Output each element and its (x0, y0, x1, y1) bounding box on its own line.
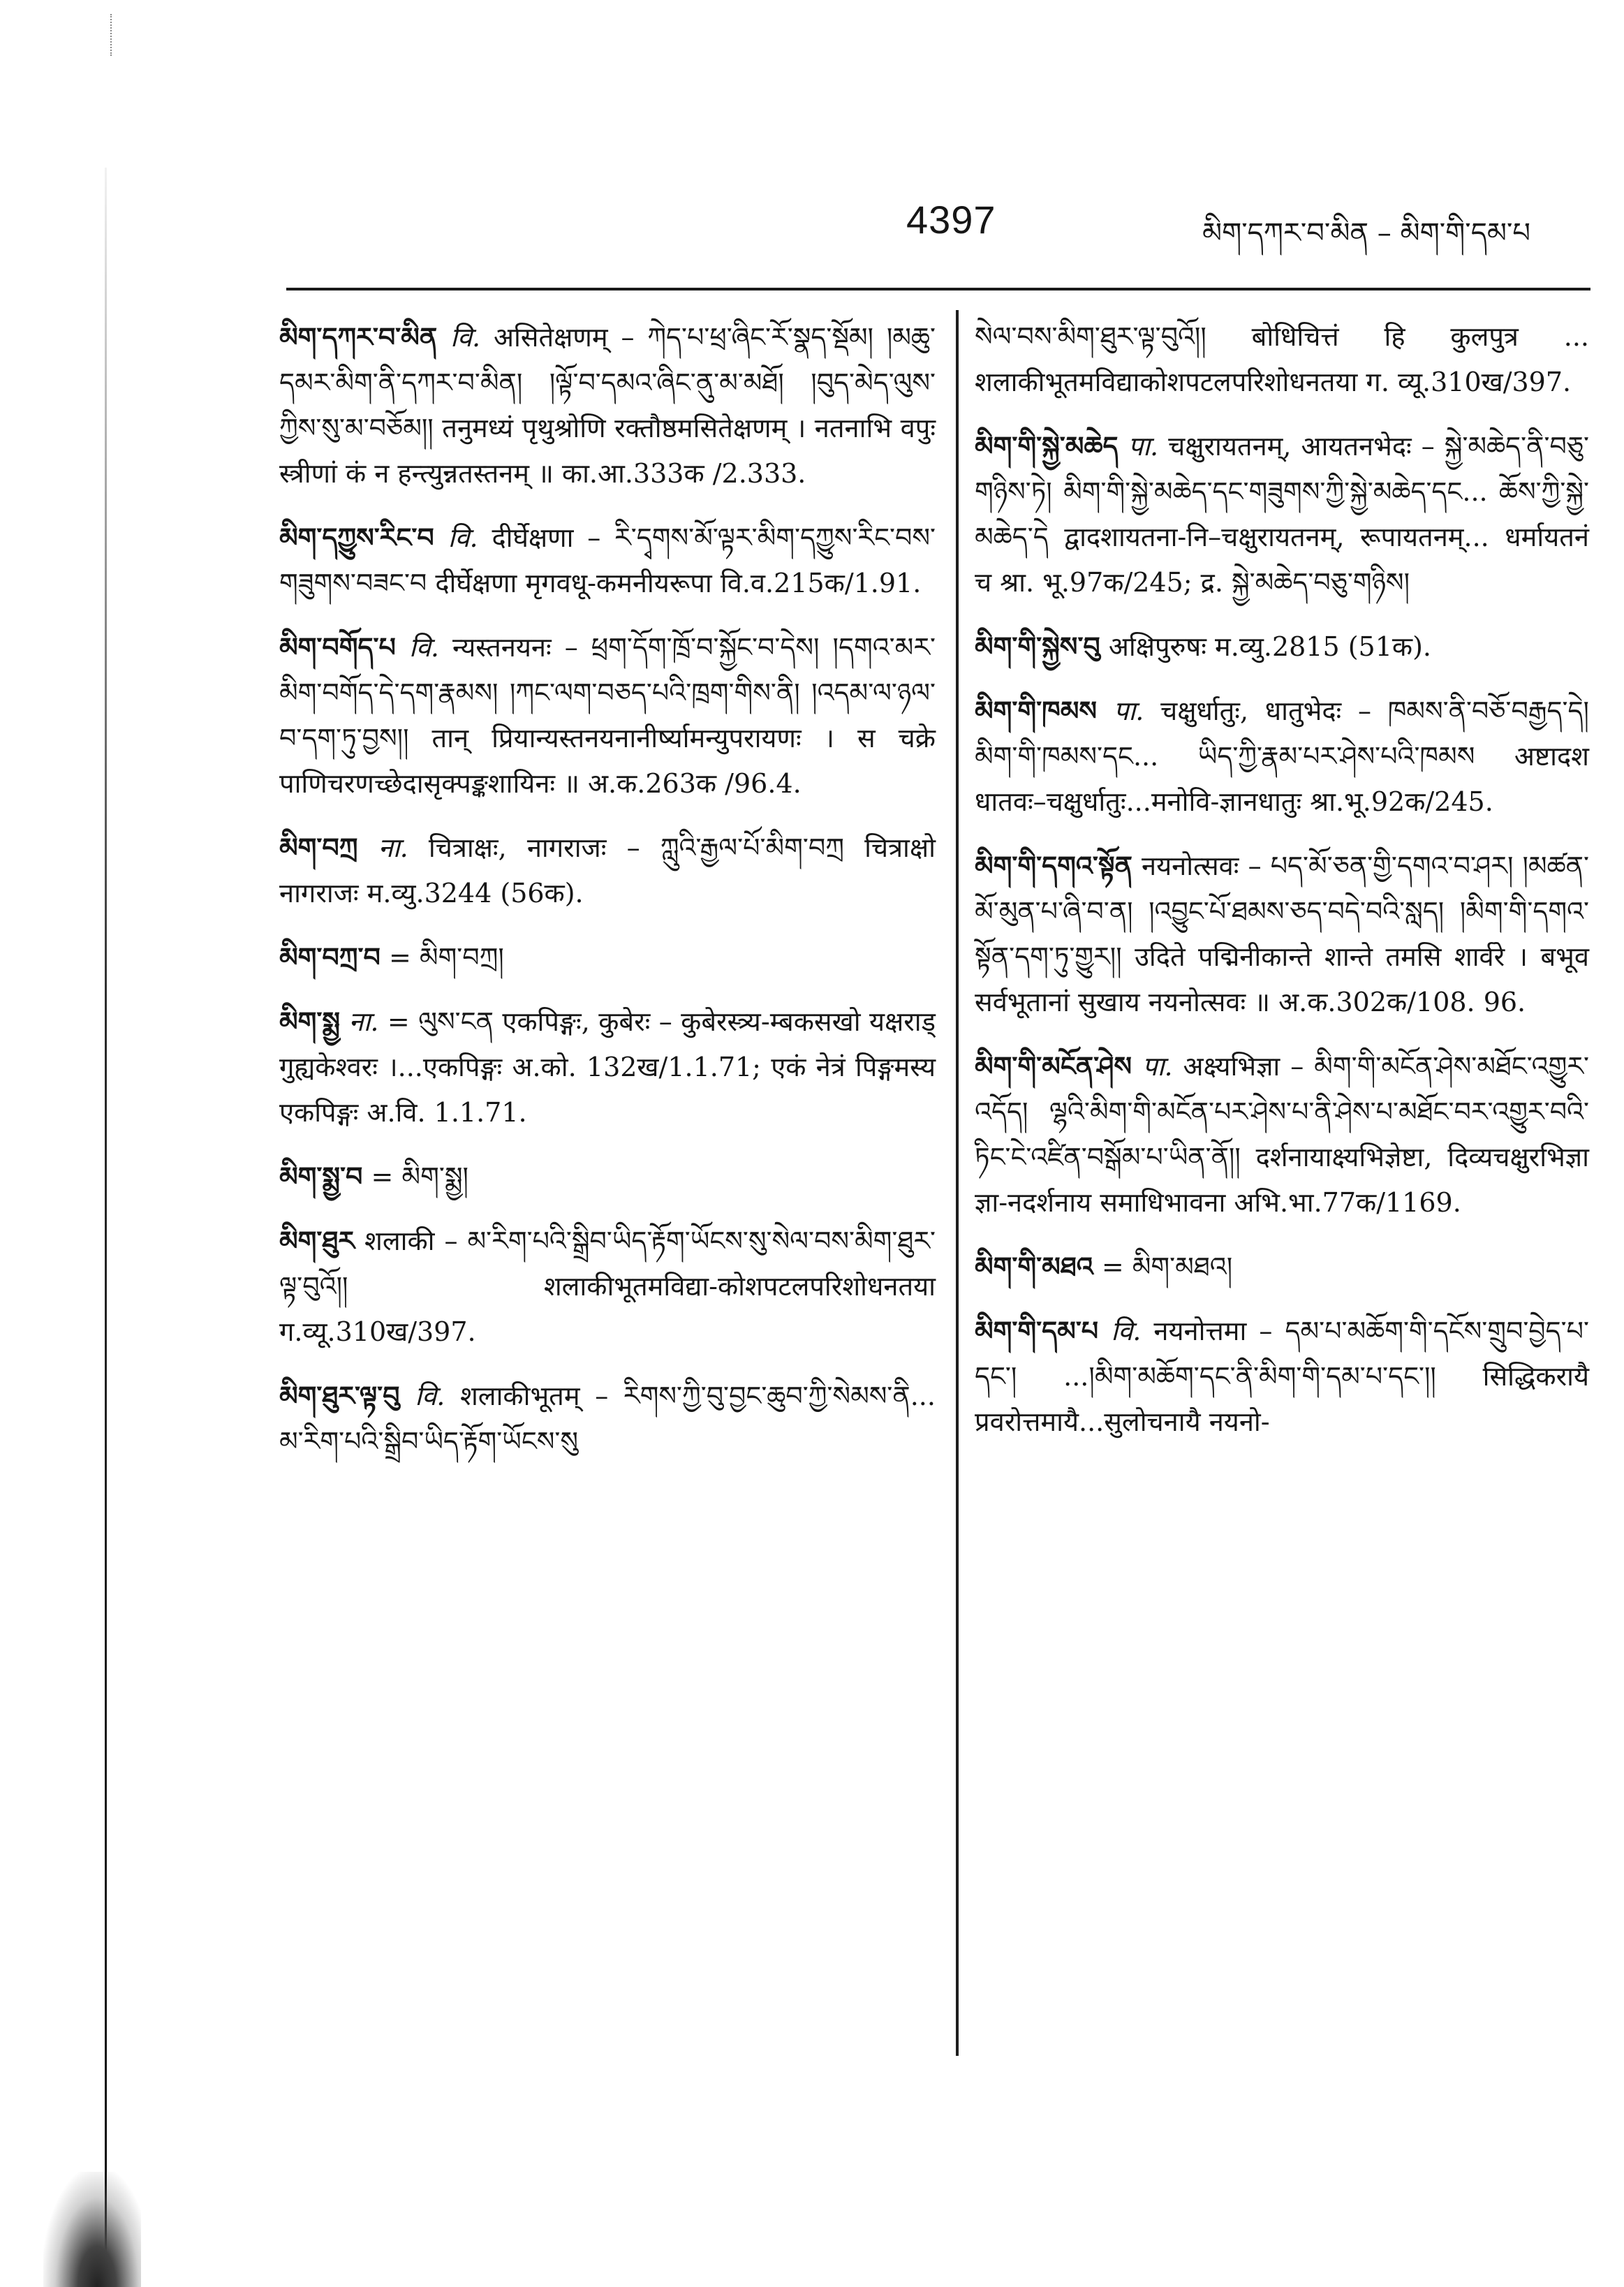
entry-grammar-label: वि. (415, 1381, 445, 1411)
dictionary-entry (975, 423, 1589, 605)
entry-body: अक्षिपुरुषः म.व्यु.2815 (51क). (1108, 631, 1431, 662)
entry-body: नयनोत्सवः – པད་མོ་ཅན་གྱི་དགའ་བ་ཤར། །མཚན་མོ་མུན་པ་ཞི་བ་ན། །འབྱུང་པོ་ཐམས་ཅད་བདེ་བའི་སླད། །མིག་གི་དགའ་སྟོན་དག་ཏུ་གྱུར།། उदिते पद्मिनीकान्ते शान्ते तमसि शार्वरे । बभूव सर्वभूतानां सुखाय नयनोत्सवः ॥ अ.क.302क/108. 96. (975, 851, 1589, 1017)
entry-headword: མིག་བགོད་པ (279, 631, 396, 663)
entry-headword: མིག་གི་སྐྱེས་བུ (975, 631, 1100, 662)
entry-body: चक्षुर्धातुः, धातुभेदः – ཁམས་ནི་བཅོ་བརྒྱད་དེ། མིག་གི་ཁམས་དང... ཡིད་ཀྱི་རྣམ་པར་ཤེས་པའི་ཁམས अष्टादश धातवः–चक्षुर्धातुः...मनोवि-ज्ञानधातुः श्रा.भू.92क/245. (975, 696, 1589, 817)
entry-headword: མིག་བཀྲ (279, 832, 358, 863)
entry-body: दीर्घेक्षणा – རི་དྭགས་མོ་ལྟར་མིག་དཀྱུས་རིང་བས་གཟུགས་བཟང་བ दीर्घेक्षणा मृगवधू-कमनीयरूपा वि.व.215क/1.91. (279, 522, 936, 598)
entry-headword: མིག་གི་མངོན་ཤེས (975, 1050, 1132, 1082)
left-column (279, 314, 936, 1483)
entry-body: नयनोत्तमा – དམ་པ་མཆོག་གི་དངོས་གྲུབ་བྱེད་པ་དང་། ...།མིག་མཆོག་དང་ནི་མིག་གི་དམ་པ་དང་།། सिद्धिकरायै प्रवरोत्तमायै...सुलोचनायै नयनो- (975, 1316, 1589, 1437)
column-divider (956, 310, 959, 2056)
entry-headword: མིག་དཀར་བ་མིན (279, 321, 438, 353)
entry-body: चक्षुरायतनम्, आयतनभेदः – སྐྱེ་མཆེད་ནི་བཅུ་གཉིས་ཏེ། མིག་གི་སྐྱེ་མཆེད་དང་གཟུགས་ཀྱི་སྐྱེ་མཆེད་དང... ཆོས་ཀྱི་སྐྱེ་མཆེད་དེ द्वादशायतना-नि–चक्षुरायतनम्, रूपायतनम्... धर्मायतनं च श्रा. भू.97क/245; द्र. སྐྱེ་མཆེད་བཅུ་གཉིས། (975, 431, 1589, 598)
dictionary-entry (279, 1154, 936, 1200)
entry-body: शलाकीभूतम् – རིགས་ཀྱི་བུ་བྱང་ཆུབ་ཀྱི་སེམས་ནི... མ་རིག་པའི་སྒྲིབ་ཡིད་རྟོག་ཡོངས་སུ (279, 1381, 936, 1457)
entry-headword: མིག་གི་སྐྱེ་མཆེད (975, 430, 1119, 462)
dictionary-entry (279, 314, 936, 497)
entry-body: चित्राक्षः, नागराजः – ཀླུའི་རྒྱལ་པོ་མིག་བཀྲ चित्राक्षो नागराजः म.व्यु.3244 (56क). (279, 832, 936, 909)
entry-body: असितेक्षणम् – ཀེད་པ་ཕྲ་ཞིང་རོ་སྣད་སྡོམ། །མཆུ་དམར་མིག་ནི་དཀར་བ་མིན། །ལྟོ་བ་དམའ་ཞིང་ནུ་མ་མཐོ། །བུད་མེད་ལུས་ཀྱིས་སུ་མ་བཅོམ།། तनुमध्यं पृथुश्रोणि रक्तौष्ठमसितेक्षणम् । नतनाभि वपुः स्त्रीणां कं न हन्त्युन्नतस्तनम् ॥ का.आ.333क /2.333. (279, 322, 936, 489)
entry-headword: མིག་སྨྱ་བ (279, 1161, 363, 1192)
entry-headword: མིག་གི་དགའ་སྟོན (975, 850, 1132, 881)
entry-grammar-label: पा. (1128, 431, 1159, 462)
entry-grammar-label: पा. (1113, 696, 1144, 726)
entry-body: = མིག་སྨྱ། (371, 1161, 468, 1192)
entry-body: སེལ་བས་མིག་ཐུར་ལྟ་བུའོ།། बोधिचित्तं हि कुलपुत्र ... शलाकीभूतमविद्याकोशपटलपरिशोधनतया ग. व्यू.310ख/397. (975, 321, 1589, 397)
dictionary-entry (279, 624, 936, 807)
entry-body: = མིག་མཐའ། (1101, 1251, 1233, 1282)
dictionary-entry (975, 1244, 1589, 1290)
dictionary-entry (975, 1043, 1589, 1226)
entry-headword: མིག་ཐུར (279, 1225, 355, 1256)
right-column (975, 314, 1589, 1463)
entry-grammar-label: पा. (1142, 1051, 1173, 1082)
dictionary-entry (279, 515, 936, 606)
entry-headword: མིག་སྨྱ (279, 1006, 341, 1037)
entry-grammar-label: वि. (1111, 1316, 1142, 1346)
scan-binding-line (105, 168, 107, 2284)
scan-binding-shadow (43, 2172, 141, 2287)
entry-grammar-label: वि. (448, 522, 478, 553)
running-head: མིག་དཀར་བ་མིན – མིག་གི་དམ་པ (1202, 217, 1530, 249)
entry-body: = མིག་བཀྲ། (388, 942, 504, 973)
entry-headword: མིག་དཀྱུས་རིང་བ (279, 522, 434, 553)
dictionary-entry (279, 825, 936, 916)
dictionary-entry (975, 688, 1589, 825)
scan-margin-mark (110, 14, 113, 56)
entry-grammar-label: ना. (378, 832, 408, 863)
dictionary-entry (975, 314, 1589, 405)
entry-body: = ལུས་ངན एकपिङ्गः, कुबेरः – कुबेरस्त्र्य-म्बकसखो यक्षराड् गुह्यकेश्वरः ।...एकपिङ्गः अ.को. 132ख/1.1.71; एकं नेत्रं पिङ्गमस्य एकपिङ्गः अ.वि. 1.1.71. (279, 1006, 936, 1128)
entry-body: न्यस्तनयनः – ཕྲག་དོག་ཁྲོ་བ་སྐྱོང་བ་དེས། །དགའ་མར་མིག་བགོད་དེ་དག་རྣམས། །ཀང་ལག་བཅད་པའི་ཁྲག་གིས་ནི། །འདམ་ལ་ཉལ་བ་དག་ཏུ་བྱས།། तान् प्रियान्यस्तनयनानीर्ष्यामन्युपरायणः । स चक्रे पाणिचरणच्छेदासृक्पङ्कशायिनः ॥ अ.क.263क /96.4. (279, 632, 936, 799)
dictionary-entry (975, 624, 1589, 670)
entry-headword: མིག་ཐུར་ལྟ་བུ (279, 1380, 400, 1411)
page-number: 4397 (906, 198, 996, 242)
header-rule (286, 288, 1590, 291)
dictionary-entry (975, 1308, 1589, 1445)
dictionary-entry (279, 934, 936, 980)
dictionary-entry (279, 1373, 936, 1464)
dictionary-entry (975, 843, 1589, 1025)
entry-headword: མིག་བཀྲ་བ (279, 941, 381, 973)
entry-grammar-label: ना. (348, 1006, 379, 1037)
entry-grammar-label: वि. (450, 322, 481, 353)
entry-headword: མིག་གི་དམ་པ (975, 1315, 1099, 1346)
entry-grammar-label: वि. (408, 632, 439, 663)
dictionary-entry (279, 1218, 936, 1355)
entry-body: शलाकी – མ་རིག་པའི་སྒྲིབ་ཡིད་རྟོག་ཡོངས་སུ་སེལ་བས་མིག་ཐུར་ལྟ་བུའོ།། शलाकीभूतमविद्या-कोशपटलपरिशोधनतया ग.व्यू.310ख/397. (279, 1226, 936, 1347)
dictionary-entry (279, 999, 936, 1135)
entry-headword: མིག་གི་ཁམས (975, 695, 1098, 726)
entry-body: अक्ष्यभिज्ञा – མིག་གི་མངོན་ཤེས་མཐོང་འགྱུར་འདོད། ལྷའི་མིག་གི་མངོན་པར་ཤེས་པ་ནི་ཤེས་པ་མཐོང་བར་འགྱུར་བའི་ཏིང་ངེ་འཛིན་བསྒོམ་པ་ཡིན་ནོ།། दर्शनायाक्ष्यभिज्ञेष्टा, दिव्यचक्षुरभिज्ञा ज्ञा-नदर्शनाय समाधिभावना अभि.भा.77क/1169. (975, 1051, 1589, 1218)
entry-headword: མིག་གི་མཐའ (975, 1251, 1093, 1282)
